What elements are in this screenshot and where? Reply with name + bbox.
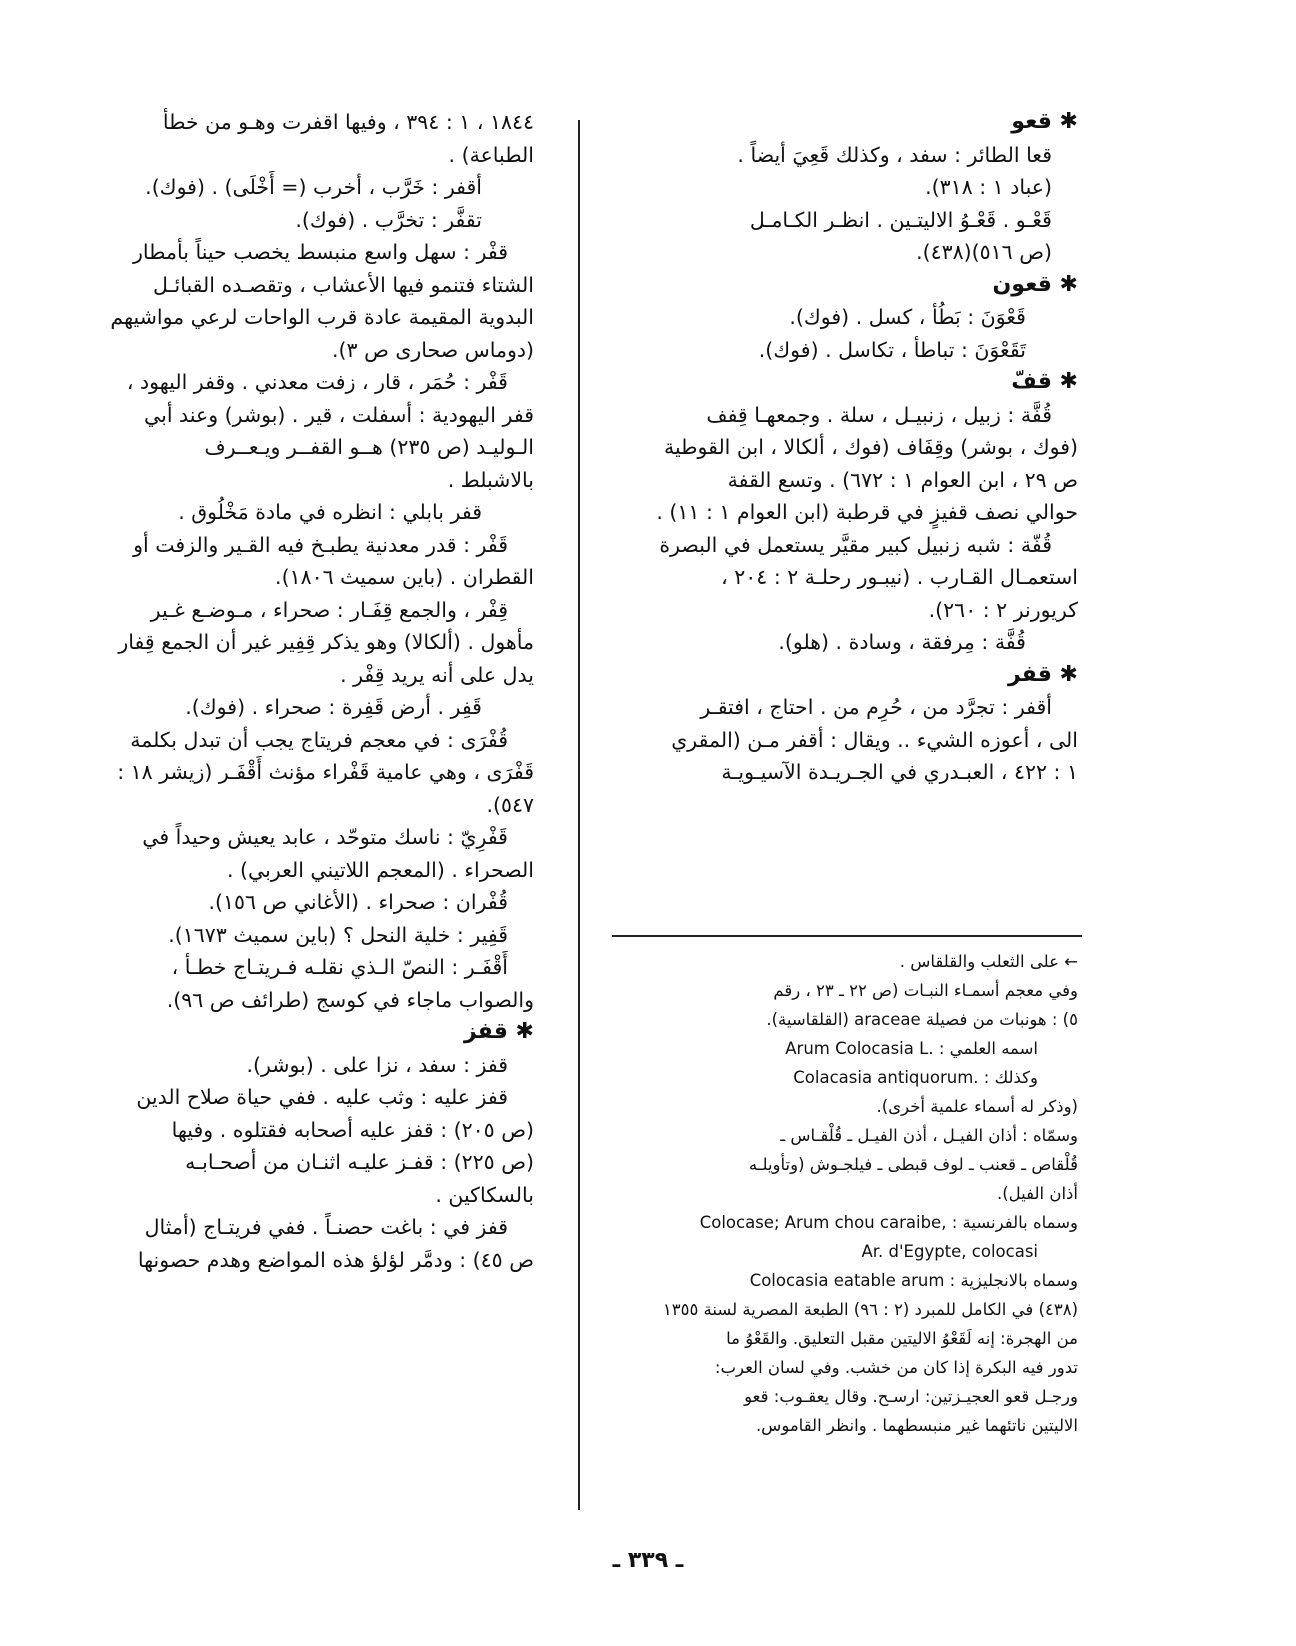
text-line: استعمـال القـارب . (نيبـور رحلـة ٢ : ٢٠٤ ،	[721, 565, 1078, 589]
footnote-line: (٤٣٨) في الكامل للمبرد (٢ : ٩٦) الطبعة المصرية لسنة ١٣٥٥	[662, 1300, 1078, 1319]
text-line: مأهول . (ألكالا) وهو يذكر قِفِير غير أن الجمع قِفار	[118, 630, 534, 654]
footnote-line: وكذلك : .Colacasia antiquorum	[793, 1068, 1038, 1087]
text-line: ص ٤٥) : ودمَّر لؤلؤ هذه المواضع وهدم حصونها	[137, 1247, 534, 1272]
entry-headword: ✱ قعون	[992, 271, 1078, 297]
footnote-line: تدور فيه البكرة إذا كان من خشب. وفي لسان العرب:	[714, 1358, 1078, 1377]
text-line: قفز عليه : وثب عليه . ففي حياة صلاح الدين	[136, 1085, 508, 1109]
text-line: تَقَعْوَنَ : تباطأ ، تكاسل . (فوك).	[758, 337, 1026, 362]
text-line: قَفْر : حُمَر ، قار ، زفت معدني . وقفر اليهود ،	[126, 370, 508, 394]
text-line: قُفّة : شبه زنبيل كبير مقيَّر يستعمل في البصرة	[659, 532, 1052, 557]
text-line: قُفْران : صحراء . (الأغاني ص ١٥٦).	[208, 890, 508, 914]
text-line: قفْر : سهل واسع منبسط يخصب حيناً بأمطار	[133, 240, 508, 264]
text-line: ص ٢٩ ، ابن العوام ١ : ٦٧٢) . وتسع القفة	[727, 467, 1078, 492]
footnote-line: اسمه العلمي : .Arum Colocasia L	[785, 1039, 1038, 1058]
footnote-line: أذان الفيل).	[997, 1184, 1078, 1203]
text-line: (ص ٢٢٥) : قفـز عليـه اثنـان من أصحـابـه	[185, 1150, 534, 1174]
text-line: أقفر : تجرَّد من ، حُرِم من . احتاج ، افتقـر	[700, 695, 1052, 719]
footnote-line: الاليتين ناتئهما غير منبسطهما . وانظر القاموس.	[755, 1416, 1078, 1435]
text-line: الـوليـد (ص ٢٣٥) هــو القفــر ويـعــرف	[204, 435, 534, 459]
footnote-line: قُلْقاص ـ قعنب ـ لوف قبطى ـ فيلجـوش (وتأويلـه	[748, 1155, 1078, 1174]
text-line: قَفْرَى ، وهي عامية قَفْراء مؤنث أَقْفَـر (زيشر ١٨ :	[117, 760, 534, 784]
text-line: كريورنر ٢ : ٢٦٠).	[928, 597, 1078, 622]
text-line: قفر اليهودية : أسفلت ، قير . (بوشر) وعند أبي	[144, 402, 534, 427]
text-line: (ص ٢٠٥) : قفز عليه أصحابه فقتلوه . وفيها	[171, 1117, 534, 1142]
text-line: (فوك ، بوشر) وقِفَاف (فوك ، ألكالا ، ابن القوطية	[663, 435, 1078, 459]
footnote-line: وسماه بالانجليزية : Colocasia eatable arum	[749, 1271, 1078, 1290]
text-line: قعا الطائر : سفد ، وكذلك قَعِيَ أيضاً .	[737, 142, 1052, 167]
text-line: والصواب ماجاء في كوسج (طرائف ص ٩٦).	[166, 987, 534, 1012]
text-line: الشتاء فتنمو فيها الأعشاب ، وتقصـده القبائـل	[152, 272, 534, 297]
text-line: البدوية المقيمة عادة قرب الواحات لرعي مواشيهم	[110, 305, 534, 329]
text-line: قِفْر ، والجمع قِفَـار : صحراء ، مـوضـع غـير	[150, 597, 508, 622]
text-line: قُفَّة : مِرفقة ، وسادة . (هلو).	[778, 630, 1026, 654]
text-line: قفز : سفد ، نزا على . (بوشر).	[246, 1052, 508, 1077]
text-line: القطران . (باين سميث ١٨٠٦).	[275, 565, 534, 589]
text-line: الى ، أعوزه الشيء .. ويقال : أقفر مـن (المقري	[671, 727, 1078, 752]
text-line: الطباعة) .	[448, 142, 534, 167]
text-line: ١٨٤٤ ، ١ : ٣٩٤ ، وفيها اقفرت وهـو من خطأ	[162, 110, 534, 134]
footnote-line: وسماه بالفرنسية : ,Colocase; Arum chou caraibe	[699, 1213, 1078, 1232]
text-line: بالسكاكين .	[435, 1182, 534, 1207]
text-line: (ص ٥١٦)(٤٣٨).	[916, 240, 1052, 264]
text-line: قفز في : باغت حصنـاً . ففي فريتـاج (أمثال	[144, 1215, 508, 1239]
footnote-line: Ar. d'Egypte, colocasi	[861, 1242, 1038, 1261]
text-line: أَقْفَـر : النصّ الـذي نقلـه فـريتـاج خطـأ ،	[171, 955, 508, 979]
text-line: (عباد ١ : ٣١٨).	[925, 175, 1052, 199]
text-line: قَفِير : خلية النحل ؟ (باين سميث ١٦٧٣).	[168, 922, 508, 947]
footnote-line: (وذكر له أسماء علمية أخرى).	[876, 1097, 1078, 1116]
entry-headword: ✱ قعو	[1011, 109, 1078, 134]
text-line: ١ : ٤٢٢ ، العبـدري في الجـريـدة الآسيـويـة	[721, 760, 1078, 784]
text-line: بالاشبلط .	[447, 467, 534, 492]
text-line: الصحراء . (المعجم اللاتيني العربي) .	[226, 857, 534, 882]
column-divider	[578, 120, 580, 1510]
footnote-line: وسمّاه : أذان الفيـل ، أذن الفيـل ـ قُلْقـاس ـ	[780, 1126, 1078, 1145]
footnote-line: ← على الثعلب والقلقاس .	[899, 952, 1078, 971]
footnote-line: ٥) : هونبات من فصيلة araceae (القلقاسية).	[766, 1010, 1078, 1029]
footnote-line: من الهجرة: إنه لَقَعْوُ الاليتين مقبل التعليق. والقَعْوُ ما	[726, 1329, 1078, 1348]
text-line: تقفَّر : تخرَّب . (فوك).	[295, 207, 482, 232]
text-line: قفر بابلي : انظره في مادة مَخْلُوق .	[178, 500, 482, 524]
text-line: قُفَّة : زبيل ، زنبيـل ، سلة . وجمعهـا قِفف	[706, 402, 1052, 427]
footnote-line: ورجـل قعو العجيـزتين: ارسـح. وقال يعقـوب: قعو	[744, 1387, 1078, 1406]
text-line: (دوماس صحارى ص ٣).	[332, 337, 534, 362]
text-line: قَعْوَنَ : بَطُأ ، كسل . (فوك).	[789, 305, 1026, 329]
page-number: ـ ٣٣٩ ـ	[612, 1548, 684, 1573]
footnote-rule	[612, 935, 1082, 937]
text-line: قُفْرَى : في معجم فريتاج يجب أن تبدل بكلمة	[130, 727, 508, 752]
text-line: قَفِر . أرض قَفِرة : صحراء . (فوك).	[185, 695, 482, 719]
left-column	[106, 106, 534, 1276]
text-line: قَفْرِيّ : ناسك متوحّد ، عابد يعيش وحيداً في	[142, 825, 508, 849]
text-line: قَعْـو . قَعْـوُ الاليتـين . انظـر الكـامـل	[749, 207, 1052, 232]
text-line: قَفْر : قدر معدنية يطبـخ فيه القـير والزفت أو	[133, 532, 508, 557]
right-column	[612, 106, 1078, 789]
footnotes	[612, 947, 1078, 1440]
text-line: حوالي نصف قفيزٍ في قرطبة (ابن العوام ١ : ١١) .	[656, 500, 1078, 524]
text-line: يدل على أنه يريد قِفْر .	[340, 662, 534, 687]
entry-headword: ✱ قفر	[1007, 661, 1078, 687]
entry-headword: ✱ قفّ	[1011, 369, 1078, 394]
text-line: أقفر : خَرَّب ، أخرب (= أَخْلَى) . (فوك).	[145, 175, 482, 199]
footnote-line: وفي معجم أسمـاء النبـات (ص ٢٢ ـ ٢٣ ، رقم	[773, 981, 1078, 1000]
entry-headword: ✱ قفز	[463, 1019, 534, 1044]
text-line: ٥٤٧).	[486, 792, 534, 817]
